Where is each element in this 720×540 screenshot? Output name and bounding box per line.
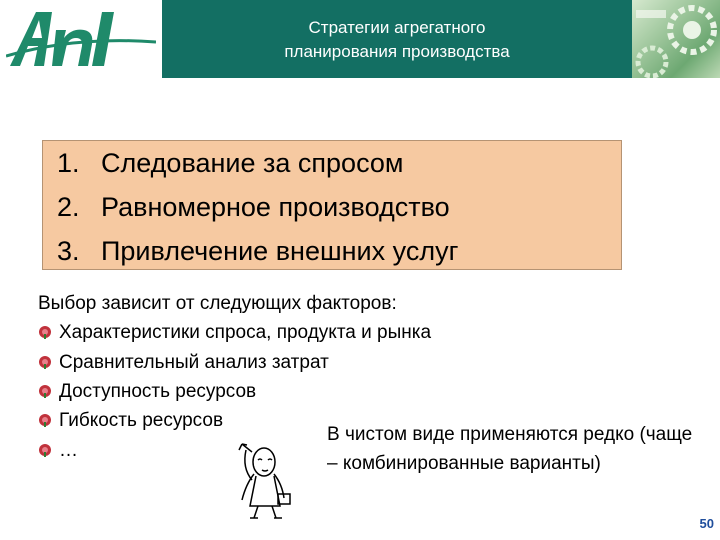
flower-bullet-icon — [38, 443, 52, 457]
factor-label: Сравнительный анализ затрат — [59, 352, 329, 373]
factor-item — [38, 322, 431, 344]
flower-bullet-icon — [38, 384, 52, 398]
factor-item — [38, 381, 256, 403]
thinking-person-icon — [228, 440, 300, 520]
strategy-label: Равномерное производство — [101, 192, 450, 222]
strategy-item — [57, 235, 458, 267]
strategy-label: Привлечение внешних услуг — [101, 236, 459, 266]
page-number: 50 — [699, 516, 714, 531]
strategy-item — [57, 191, 450, 223]
factor-label: Доступность ресурсов — [59, 381, 257, 402]
strategy-item — [57, 147, 403, 179]
flower-bullet-icon — [38, 355, 52, 369]
logo — [0, 0, 160, 78]
strategy-number: 2. — [57, 192, 80, 222]
header-decor-image — [632, 0, 720, 78]
strategy-number: 3. — [57, 236, 80, 266]
factors-title: Выбор зависит от следующих факторов: — [38, 293, 397, 314]
page-title: Стратегии агрегатного планирования производства — [284, 18, 510, 61]
factor-label: Характеристики спроса, продукта и рынка — [59, 322, 432, 343]
api-logo-icon — [6, 6, 156, 72]
flower-bullet-icon — [38, 413, 52, 427]
header-bar — [162, 0, 632, 78]
factor-label: Гибкость ресурсов — [59, 410, 224, 431]
strategy-number: 1. — [57, 148, 80, 178]
strategies-box — [42, 140, 622, 270]
factor-item — [38, 352, 329, 374]
factor-label: … — [59, 440, 78, 461]
strategy-label: Следование за спросом — [101, 148, 404, 178]
factor-item — [38, 440, 78, 462]
note-text: В чистом виде применяются редко (чаще – комбинированные варианты) — [327, 424, 693, 474]
factor-item — [38, 410, 223, 432]
flower-bullet-icon — [38, 325, 52, 339]
